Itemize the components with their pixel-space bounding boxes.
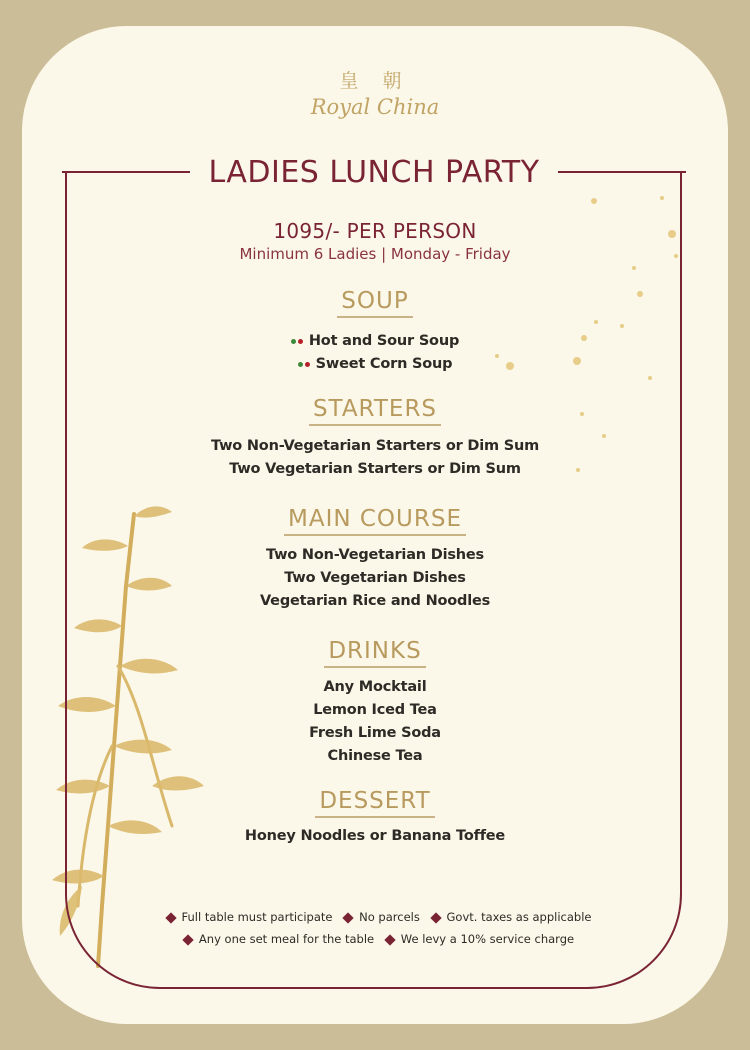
veg-dot-icon	[291, 339, 296, 344]
list-item: Chinese Tea	[327, 748, 423, 764]
section-title-drinks: DRINKS	[22, 638, 728, 668]
price: 1095/- PER PERSON	[273, 219, 477, 243]
title-line-right	[558, 171, 686, 173]
list-item: Two Non-Vegetarian Dishes	[266, 547, 484, 563]
list-item: Hot and Sour Soup	[22, 330, 728, 353]
footer-row-2	[22, 928, 728, 950]
subtitle: Minimum 6 Ladies | Monday - Friday	[239, 245, 511, 263]
diamond-icon	[430, 912, 441, 923]
footer-note: Any one set meal for the table	[198, 932, 375, 946]
section-title-soup: SOUP	[22, 288, 728, 318]
section-title-main-course: MAIN COURSE	[22, 506, 728, 536]
menu-card	[22, 26, 728, 1024]
logo	[22, 66, 728, 119]
footer-note: No parcels	[359, 910, 420, 924]
list-item: Two Vegetarian Starters or Dim Sum	[229, 461, 521, 477]
footer-row-1	[22, 906, 728, 928]
footer-note: We levy a 10% service charge	[400, 932, 575, 946]
footer-note: Full table must participate	[181, 910, 333, 924]
list-item: Vegetarian Rice and Noodles	[259, 593, 491, 609]
logo-name: Royal China	[310, 95, 440, 119]
diamond-icon	[342, 912, 353, 923]
section-items-drinks	[22, 676, 728, 768]
section-title-starters: STARTERS	[22, 396, 728, 426]
section-items-dessert	[22, 825, 728, 848]
section-items-starters	[22, 435, 728, 481]
list-item: Two Non-Vegetarian Starters or Dim Sum	[210, 438, 540, 454]
diamond-icon	[165, 912, 176, 923]
section-items-main-course	[22, 544, 728, 613]
section-title-dessert: DESSERT	[22, 788, 728, 818]
footer-notes	[22, 906, 728, 950]
list-item: Any Mocktail	[323, 679, 427, 695]
list-item: Honey Noodles or Banana Toffee	[244, 828, 506, 844]
nonveg-dot-icon	[298, 339, 303, 344]
list-item: Sweet Corn Soup	[22, 353, 728, 376]
list-item: Two Vegetarian Dishes	[284, 570, 466, 586]
footer-note: Govt. taxes as applicable	[446, 910, 592, 924]
nonveg-dot-icon	[305, 362, 310, 367]
title-band	[62, 150, 686, 194]
list-item: Lemon Iced Tea	[313, 702, 437, 718]
title-line-left	[62, 171, 190, 173]
section-items-soup	[22, 330, 728, 376]
list-item: Fresh Lime Soda	[309, 725, 441, 741]
diamond-icon	[384, 934, 395, 945]
veg-dot-icon	[298, 362, 303, 367]
logo-chinese-text: 皇 朝	[339, 70, 411, 92]
page-title: LADIES LUNCH PARTY	[208, 154, 540, 190]
diamond-icon	[182, 934, 193, 945]
